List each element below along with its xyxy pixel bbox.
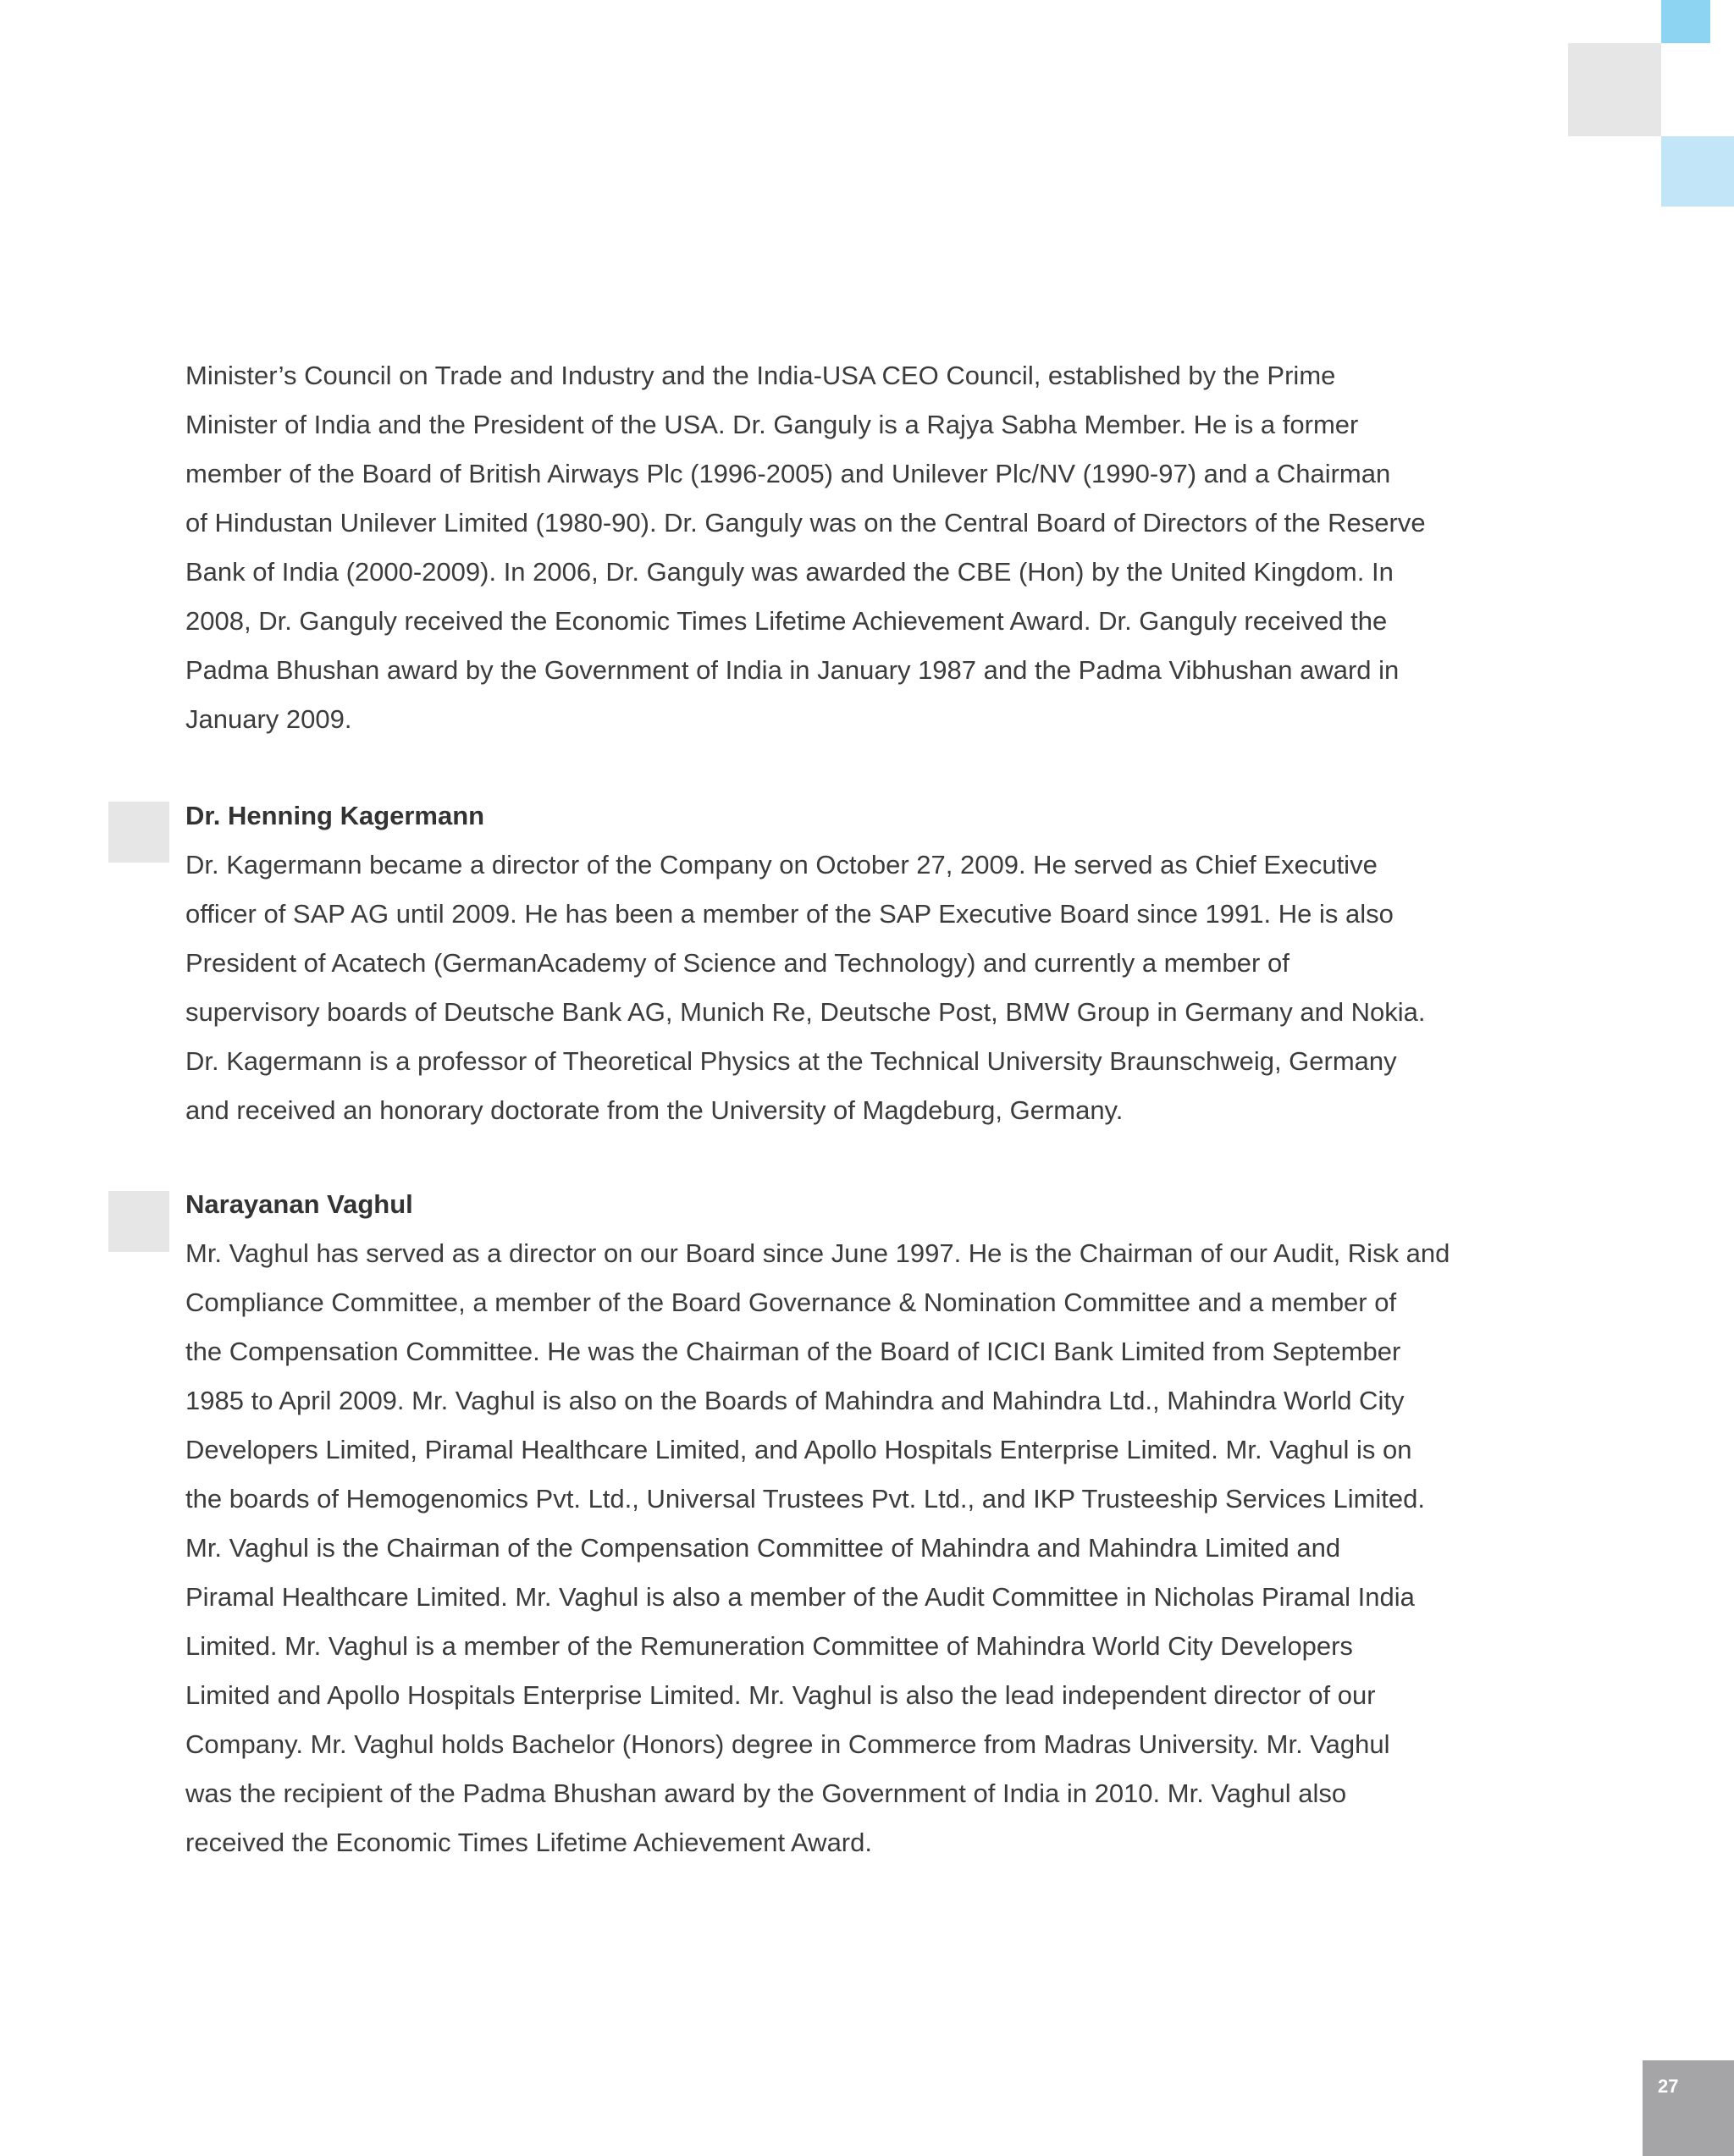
director-name-vaghul: Narayanan Vaghul xyxy=(185,1189,413,1219)
text-line: Mr. Vaghul is the Chairman of the Compensation Committee of Mahindra and Mahindra Limited and xyxy=(185,1533,1341,1563)
text-line: Compliance Committee, a member of the Board Governance & Nomination Committee and a member of xyxy=(185,1288,1397,1317)
text-line: Bank of India (2000-2009). In 2006, Dr. Ganguly was awarded the CBE (Hon) by the United Kingdom. In xyxy=(185,557,1394,587)
text-line: Dr. Kagermann is a professor of Theoretical Physics at the Technical University Braunschweig, Germany xyxy=(185,1046,1397,1076)
decorative-square-light-blue xyxy=(1661,136,1734,207)
text-line: Padma Bhushan award by the Government of India in January 1987 and the Padma Vibhushan award in xyxy=(185,655,1400,685)
decorative-square-grey xyxy=(1568,43,1661,136)
text-line: and received an honorary doctorate from the University of Magdeburg, Germany. xyxy=(185,1095,1124,1125)
section-marker xyxy=(108,1191,169,1252)
text-line: received the Economic Times Lifetime Achievement Award. xyxy=(185,1828,872,1857)
text-line: of Hindustan Unilever Limited (1980-90). Dr. Ganguly was on the Central Board of Directors of the Reserve xyxy=(185,508,1426,538)
text-line: supervisory boards of Deutsche Bank AG, Munich Re, Deutsche Post, BMW Group in Germany and Nokia. xyxy=(185,997,1426,1027)
text-line: Mr. Vaghul has served as a director on our Board since June 1997. He is the Chairman of our Audit, Risk and xyxy=(185,1238,1450,1268)
text-line: officer of SAP AG until 2009. He has been a member of the SAP Executive Board since 1991. He is also xyxy=(185,899,1394,929)
section-marker xyxy=(108,802,169,863)
decorative-square-blue xyxy=(1661,0,1710,43)
text-line: Minister of India and the President of the USA. Dr. Ganguly is a Rajya Sabha Member. He is a former xyxy=(185,410,1359,439)
text-line: Developers Limited, Piramal Healthcare Limited, and Apollo Hospitals Enterprise Limited. Mr. Vaghul is on xyxy=(185,1435,1412,1464)
text-line: Limited. Mr. Vaghul is a member of the Remuneration Committee of Mahindra World City Developers xyxy=(185,1631,1353,1661)
text-line: January 2009. xyxy=(185,704,352,734)
text-line: the boards of Hemogenomics Pvt. Ltd., Universal Trustees Pvt. Ltd., and IKP Trusteeship Services Limited. xyxy=(185,1484,1426,1514)
director-name-kagermann: Dr. Henning Kagermann xyxy=(185,801,485,830)
text-line: Dr. Kagermann became a director of the Company on October 27, 2009. He served as Chief Executive xyxy=(185,850,1378,879)
text-line: was the recipient of the Padma Bhushan award by the Government of India in 2010. Mr. Vaghul also xyxy=(185,1778,1347,1808)
vaghul-paragraph xyxy=(185,1229,1450,1867)
text-line: President of Acatech (GermanAcademy of Science and Technology) and currently a member of xyxy=(185,948,1289,978)
text-line: Minister’s Council on Trade and Industry and the India-USA CEO Council, established by the Prime xyxy=(185,361,1336,390)
text-line: Piramal Healthcare Limited. Mr. Vaghul is also a member of the Audit Committee in Nicholas Piramal India xyxy=(185,1582,1415,1612)
text-line: 1985 to April 2009. Mr. Vaghul is also on the Boards of Mahindra and Mahindra Ltd., Mahindra World City xyxy=(185,1386,1405,1415)
kagermann-paragraph xyxy=(185,841,1430,1135)
text-line: Company. Mr. Vaghul holds Bachelor (Honors) degree in Commerce from Madras University. Mr. Vaghul xyxy=(185,1729,1390,1759)
page-number: 27 xyxy=(1658,2076,1679,2097)
intro-paragraph xyxy=(185,351,1430,744)
page-number-box xyxy=(1643,2060,1734,2156)
text-line: member of the Board of British Airways Plc (1996-2005) and Unilever Plc/NV (1990-97) and a Chairman xyxy=(185,459,1391,488)
text-line: 2008, Dr. Ganguly received the Economic Times Lifetime Achievement Award. Dr. Ganguly received the xyxy=(185,606,1388,636)
text-line: the Compensation Committee. He was the Chairman of the Board of ICICI Bank Limited from September xyxy=(185,1337,1401,1366)
text-line: Limited and Apollo Hospitals Enterprise Limited. Mr. Vaghul is also the lead independent director of our xyxy=(185,1680,1376,1710)
